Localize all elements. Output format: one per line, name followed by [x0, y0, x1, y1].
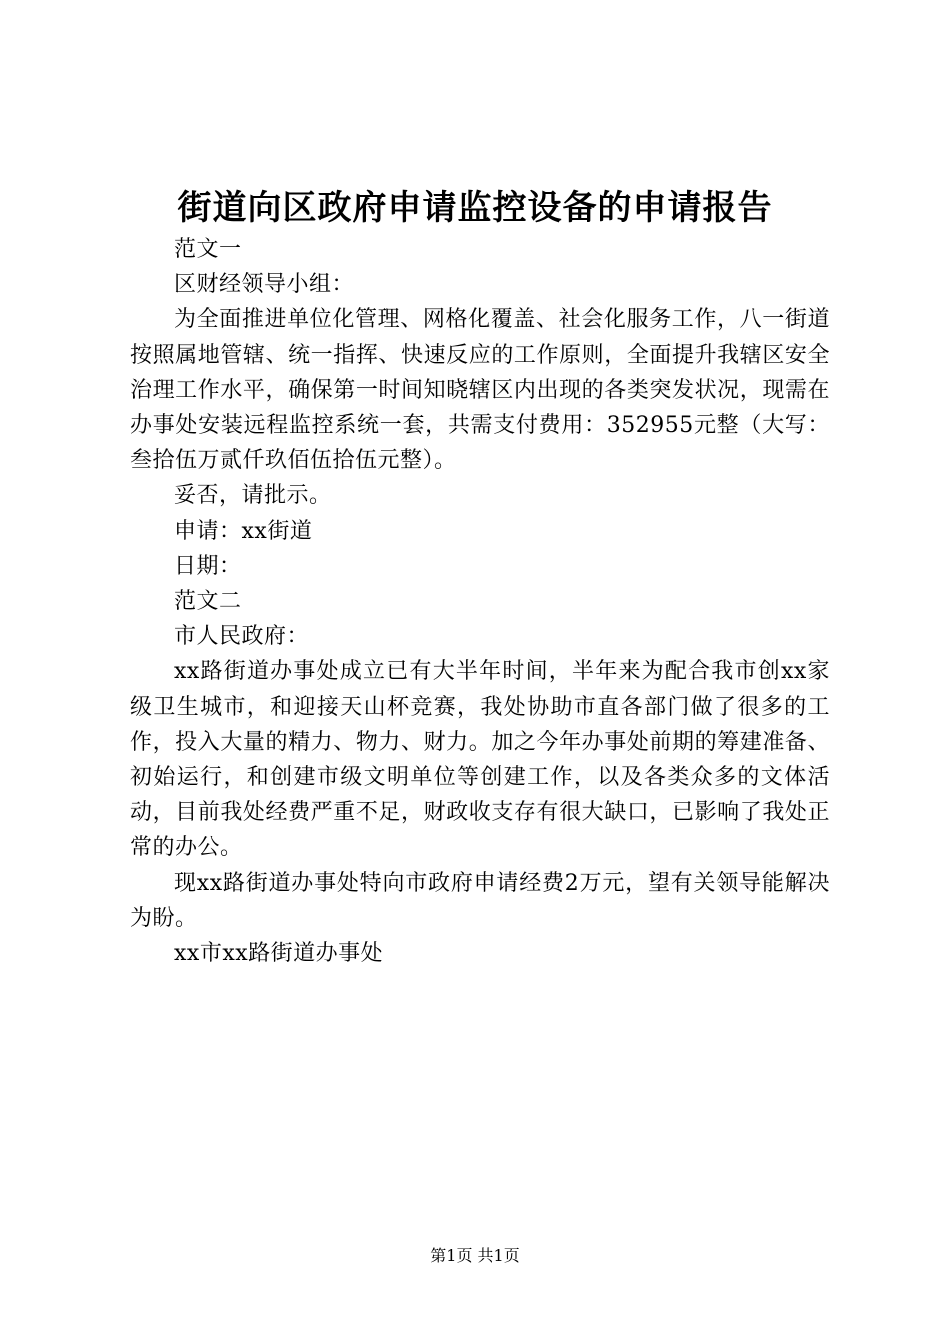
paragraph-applicant: 申请：xx街道 — [174, 518, 313, 544]
paragraph-signature: xx市xx路街道办事处 — [174, 941, 384, 967]
paragraph-recipient-one: 区财经领导小组： — [174, 272, 355, 298]
document-body — [130, 232, 830, 971]
paragraph-request-body-one: 为全面推进单位化管理、网格化覆盖、社会化服务工作，八一街道按照属地管辖、统一指挥、快速反应的工作原则，全面提升我辖区安全治理工作水平，确保第一时间知晓辖区内出现的各类突发状况，现需在办事处安装远程监控系统一套，共需支付费用：352955元整（大写：叁拾伍万贰仟玖佰伍拾伍元整）。 — [130, 307, 830, 474]
document-title: 街道向区政府申请监控设备的申请报告 — [177, 188, 773, 228]
paragraph-recipient-two: 市人民政府： — [174, 624, 310, 650]
paragraph-funding-request: 现xx路街道办事处特向市政府申请经费2万元，望有关领导能解决为盼。 — [130, 870, 830, 931]
paragraph-request-body-two: xx路街道办事处成立已有大半年时间，半年来为配合我市创xx家级卫生城市，和迎接天山杯竞赛，我处协助市直各部门做了很多的工作，投入大量的精力、物力、财力。加之今年办事处前期的筹建准备、初始运行，和创建市级文明单位等创建工作，以及各类众多的文体活动，目前我处经费严重不足，财政收支存有很大缺口，已影响了我处正常的办公。 — [130, 659, 830, 861]
paragraph-date: 日期： — [174, 553, 242, 579]
paragraph-sample-one-heading: 范文一 — [174, 237, 242, 262]
paragraph-approval-request: 妥否，请批示。 — [174, 483, 332, 509]
page-footer: 第1页 共1页 — [430, 1246, 520, 1265]
paragraph-sample-two-heading: 范文二 — [174, 589, 242, 615]
